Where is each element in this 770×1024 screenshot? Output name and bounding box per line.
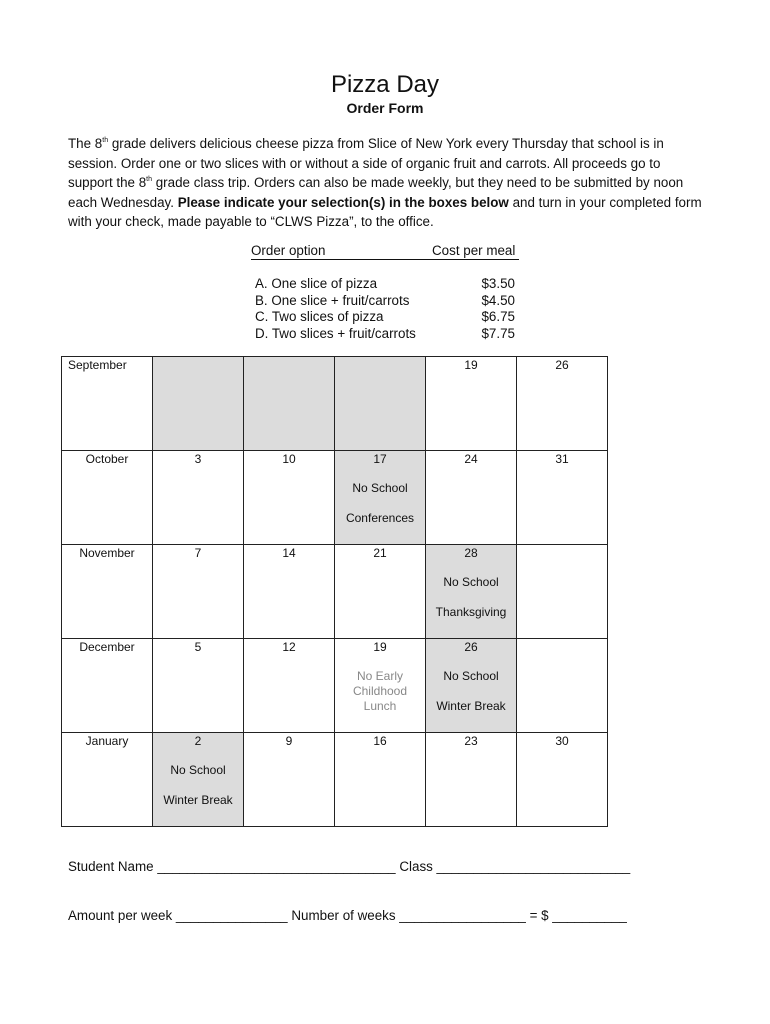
no-order-day-cell xyxy=(335,357,426,451)
day-note: No School xyxy=(352,481,408,495)
no-order-day-cell xyxy=(335,451,426,545)
page-subtitle: Order Form xyxy=(346,100,424,116)
day-number: 31 xyxy=(555,452,569,466)
order-option-row xyxy=(255,309,517,326)
intro-sup-1: th xyxy=(102,137,109,144)
day-number: 19 xyxy=(464,358,478,372)
day-number: 28 xyxy=(464,546,478,560)
day-number: 26 xyxy=(555,358,569,372)
day-number: 2 xyxy=(194,734,202,748)
day-number: 26 xyxy=(464,640,478,654)
day-number: 7 xyxy=(194,546,202,560)
order-day-cell[interactable] xyxy=(517,357,608,451)
order-day-cell[interactable] xyxy=(244,639,335,733)
order-day-cell[interactable] xyxy=(153,451,244,545)
order-option-label: A. One slice of pizza xyxy=(255,276,378,291)
order-options-list xyxy=(255,276,517,342)
calendar-row xyxy=(62,639,608,733)
day-number: 14 xyxy=(282,546,296,560)
no-order-day-cell xyxy=(426,545,517,639)
order-option-row xyxy=(255,293,517,310)
intro-instruction: Please indicate your selection(s) in the boxes below xyxy=(177,194,509,210)
day-number: 16 xyxy=(373,734,387,748)
day-number: 24 xyxy=(464,452,478,466)
month-cell xyxy=(62,545,153,639)
day-note: Winter Break xyxy=(436,699,506,713)
order-day-cell[interactable] xyxy=(153,545,244,639)
order-day-cell[interactable] xyxy=(335,545,426,639)
calendar-row xyxy=(62,451,608,545)
day-number: 3 xyxy=(194,452,202,466)
order-day-cell[interactable] xyxy=(426,451,517,545)
month-label: December xyxy=(79,640,135,654)
order-day-cell[interactable] xyxy=(335,639,426,733)
order-option-cost: $3.50 xyxy=(481,276,515,291)
day-note: No School xyxy=(443,669,499,683)
order-option-cost: $7.75 xyxy=(481,325,515,341)
month-cell xyxy=(62,357,153,451)
order-option-cost: $4.50 xyxy=(481,292,515,308)
intro-text-1: The 8 xyxy=(68,136,103,151)
day-note: Thanksgiving xyxy=(435,605,507,619)
order-day-cell[interactable] xyxy=(426,357,517,451)
calendar-row xyxy=(62,357,608,451)
order-day-cell[interactable] xyxy=(335,733,426,827)
day-note-faint: No Early Childhood Lunch xyxy=(352,669,408,713)
month-cell xyxy=(62,733,153,827)
calendar-row xyxy=(62,733,608,827)
order-option-row xyxy=(255,326,517,343)
intro-text-3: grade class trip. Orders can also be made weekly, but they need to be submitted by noon each Wednesday. xyxy=(68,175,684,210)
month-label: November xyxy=(79,546,135,560)
order-option-cost: $6.75 xyxy=(481,309,515,324)
no-order-day-cell xyxy=(153,357,244,451)
order-option-label: C. Two slices of pizza xyxy=(255,309,384,324)
day-number: 5 xyxy=(194,640,202,654)
order-option-header: Order option xyxy=(251,243,432,260)
order-day-cell[interactable] xyxy=(517,451,608,545)
intro-sup-2: th xyxy=(146,176,153,184)
month-label: January xyxy=(85,734,129,748)
order-day-cell[interactable] xyxy=(244,545,335,639)
order-day-cell[interactable] xyxy=(517,733,608,827)
order-day-cell[interactable] xyxy=(244,451,335,545)
order-day-cell[interactable] xyxy=(426,733,517,827)
order-option-label: D. Two slices + fruit/carrots xyxy=(255,325,416,341)
order-day-cell[interactable] xyxy=(517,639,608,733)
month-label: October xyxy=(85,452,129,466)
no-order-day-cell xyxy=(244,357,335,451)
month-cell xyxy=(62,451,153,545)
no-order-day-cell xyxy=(426,639,517,733)
day-number: 30 xyxy=(555,734,569,748)
day-number: 12 xyxy=(282,640,296,654)
day-number: 10 xyxy=(282,452,296,466)
day-number: 9 xyxy=(285,734,293,748)
order-option-row xyxy=(255,276,517,293)
intro-text-2: grade delivers delicious cheese pizza from Slice of New York every Thursday that school is in session. Order one or two slices with or without a side of organic fruit and carrots. All proceeds go to support the 8 xyxy=(68,136,664,191)
order-option-label: B. One slice + fruit/carrots xyxy=(255,292,410,308)
cost-per-meal-header: Cost per meal xyxy=(432,243,519,260)
day-number: 21 xyxy=(373,546,387,560)
student-name-class-line[interactable]: Student Name ________________________________ Class __________________________ xyxy=(68,859,631,874)
page-title: Pizza Day xyxy=(330,71,440,98)
order-day-cell[interactable] xyxy=(517,545,608,639)
calendar-row xyxy=(62,545,608,639)
day-number: 17 xyxy=(373,452,387,466)
order-day-cell[interactable] xyxy=(244,733,335,827)
day-note: Winter Break xyxy=(163,793,233,807)
order-day-cell[interactable] xyxy=(153,639,244,733)
day-note: No School xyxy=(170,763,226,777)
order-calendar xyxy=(61,356,608,827)
month-cell xyxy=(62,639,153,733)
day-number: 23 xyxy=(464,734,478,748)
amount-weeks-line[interactable]: Amount per week _______________ Number of weeks _________________ = $ __________ xyxy=(68,908,627,923)
intro-text-4: and turn in your completed form with your check, made payable to “CLWS Pizza”, to the office. xyxy=(68,194,702,230)
day-number: 19 xyxy=(373,640,387,654)
month-label: September xyxy=(68,358,127,372)
day-note: No School xyxy=(443,575,499,589)
no-order-day-cell xyxy=(153,733,244,827)
intro-paragraph xyxy=(68,134,708,232)
day-note: Conferences xyxy=(345,511,415,525)
